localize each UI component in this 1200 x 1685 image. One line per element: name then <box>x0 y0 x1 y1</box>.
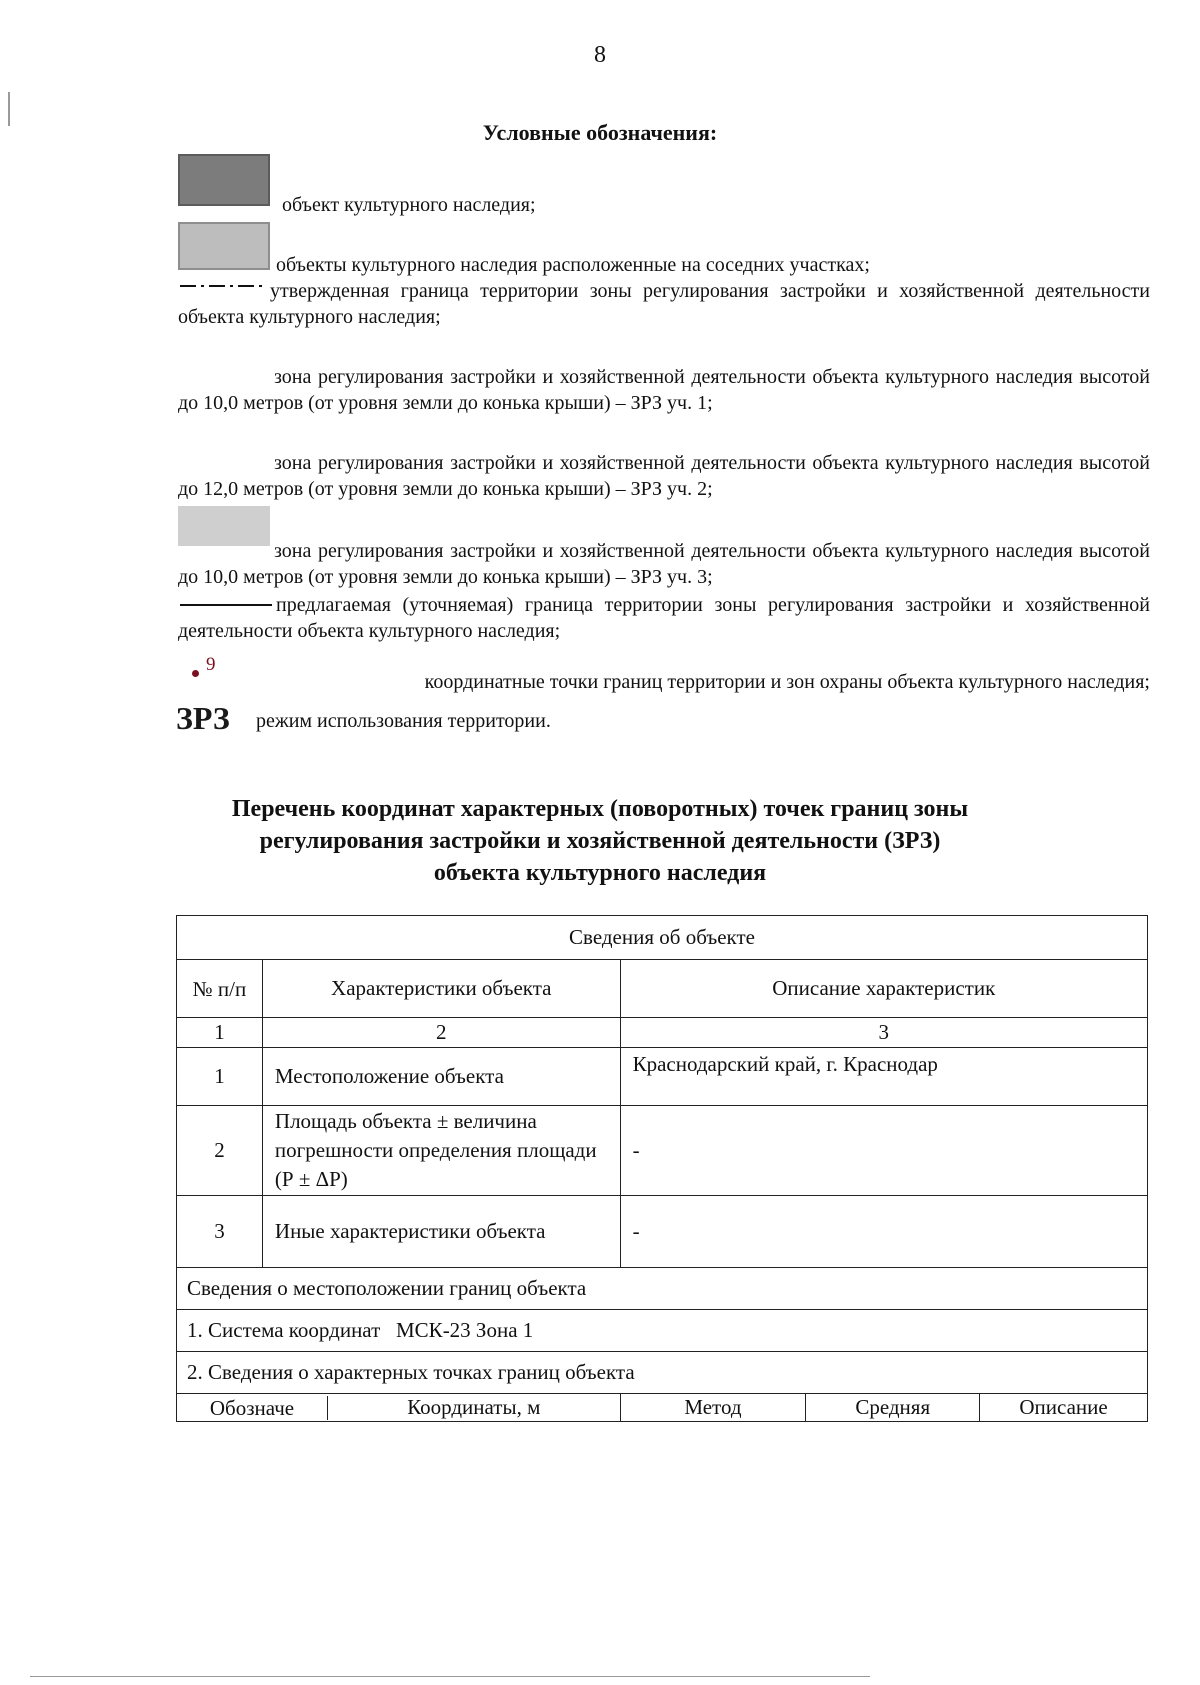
legend-item-proposed-boundary: предлагаемая (уточняемая) граница территории зоны регулирования застройки и хозяйственной деятельности объекта культурного наследия; <box>178 594 1150 642</box>
legend-item-approved-boundary: утвержденная граница территории зоны регулирования застройки и хозяйственной деятельности объекта культурного наследия; <box>178 280 1150 328</box>
points-header-designation-coords <box>177 1394 621 1422</box>
header-description: Описание характеристик <box>620 960 1147 1018</box>
legend-zrz-label: ЗРЗ <box>176 700 230 736</box>
row-characteristic: Иные характеристики объекта <box>262 1196 620 1268</box>
legend-title: Условные обозначения: <box>482 120 718 145</box>
coordinates-list-title <box>0 793 1200 889</box>
row-description: - <box>620 1196 1147 1268</box>
page-number: 8 <box>594 42 606 68</box>
points-header-coordinates: Координаты, м <box>407 1395 541 1419</box>
legend-point-dot <box>192 670 199 677</box>
index-cell-3: 3 <box>620 1018 1147 1048</box>
coordinate-system-row: 1. Система координат МСК-23 Зона 1 <box>177 1310 1148 1352</box>
legend-item-zone-1: зона регулирования застройки и хозяйственной деятельности объекта культурного наследия высотой до 10,0 метров (от уровня земли до конька крыши) – ЗРЗ уч. 1; <box>178 366 1150 414</box>
legend-item-coordinate-points: координатные точки границ территории и зон охраны объекта культурного наследия; <box>424 671 1150 693</box>
points-header-mean: Средняя <box>806 1394 980 1422</box>
row-description: - <box>620 1106 1147 1196</box>
legend-item-heritage-object: объект культурного наследия; <box>282 194 536 216</box>
table-caption: Сведения об объекте <box>177 916 1148 960</box>
table-row <box>177 1196 1148 1268</box>
row-num: 2 <box>177 1106 263 1196</box>
legend-item-zone-2: зона регулирования застройки и хозяйственной деятельности объекта культурного наследия высотой до 12,0 метров (от уровня земли до конька крыши) – ЗРЗ уч. 2; <box>178 452 1150 500</box>
coordinates-title-line-2: регулирования застройки и хозяйственной деятельности (ЗРЗ) <box>259 828 941 854</box>
index-cell-1: 1 <box>177 1018 263 1048</box>
legend-swatch-neighbor-heritage <box>178 222 270 270</box>
row-characteristic: Площадь объекта ± величина погрешности определения площади (Р ± ΔР) <box>262 1106 620 1196</box>
row-description: Краснодарский край, г. Краснодар <box>620 1048 1147 1106</box>
row-characteristic: Местоположение объекта <box>262 1048 620 1106</box>
header-characteristics: Характеристики объекта <box>262 960 620 1018</box>
row-num: 3 <box>177 1196 263 1268</box>
index-cell-2: 2 <box>262 1018 620 1048</box>
coordinates-title-line-1: Перечень координат характерных (поворотных) точек границ зоны <box>231 796 969 822</box>
legend-item-usage-regime: режим использования территории. <box>256 710 551 732</box>
legend-point-number: 9 <box>206 654 216 675</box>
location-section-heading: Сведения о местоположении границ объекта <box>177 1268 1148 1310</box>
table-row <box>177 1106 1148 1196</box>
legend-item-neighbor-heritage: объекты культурного наследия расположенные на соседних участках; <box>276 254 870 276</box>
coordinates-title-line-3: объекта культурного наследия <box>433 860 767 886</box>
points-header-method: Метод <box>620 1394 806 1422</box>
header-num: № п/п <box>177 960 263 1018</box>
object-info-table <box>176 915 1148 1422</box>
points-header-description: Описание <box>980 1394 1148 1422</box>
legend-swatch-heritage-object <box>178 154 270 206</box>
row-num: 1 <box>177 1048 263 1106</box>
legend-item-zone-3: зона регулирования застройки и хозяйственной деятельности объекта культурного наследия высотой до 10,0 метров (от уровня земли до конька крыши) – ЗРЗ уч. 3; <box>178 540 1150 588</box>
points-section-heading: 2. Сведения о характерных точках границ объекта <box>177 1352 1148 1394</box>
points-header-designation: Обозначе <box>177 1396 328 1420</box>
bottom-rule <box>30 1676 870 1677</box>
table-row <box>177 1048 1148 1106</box>
